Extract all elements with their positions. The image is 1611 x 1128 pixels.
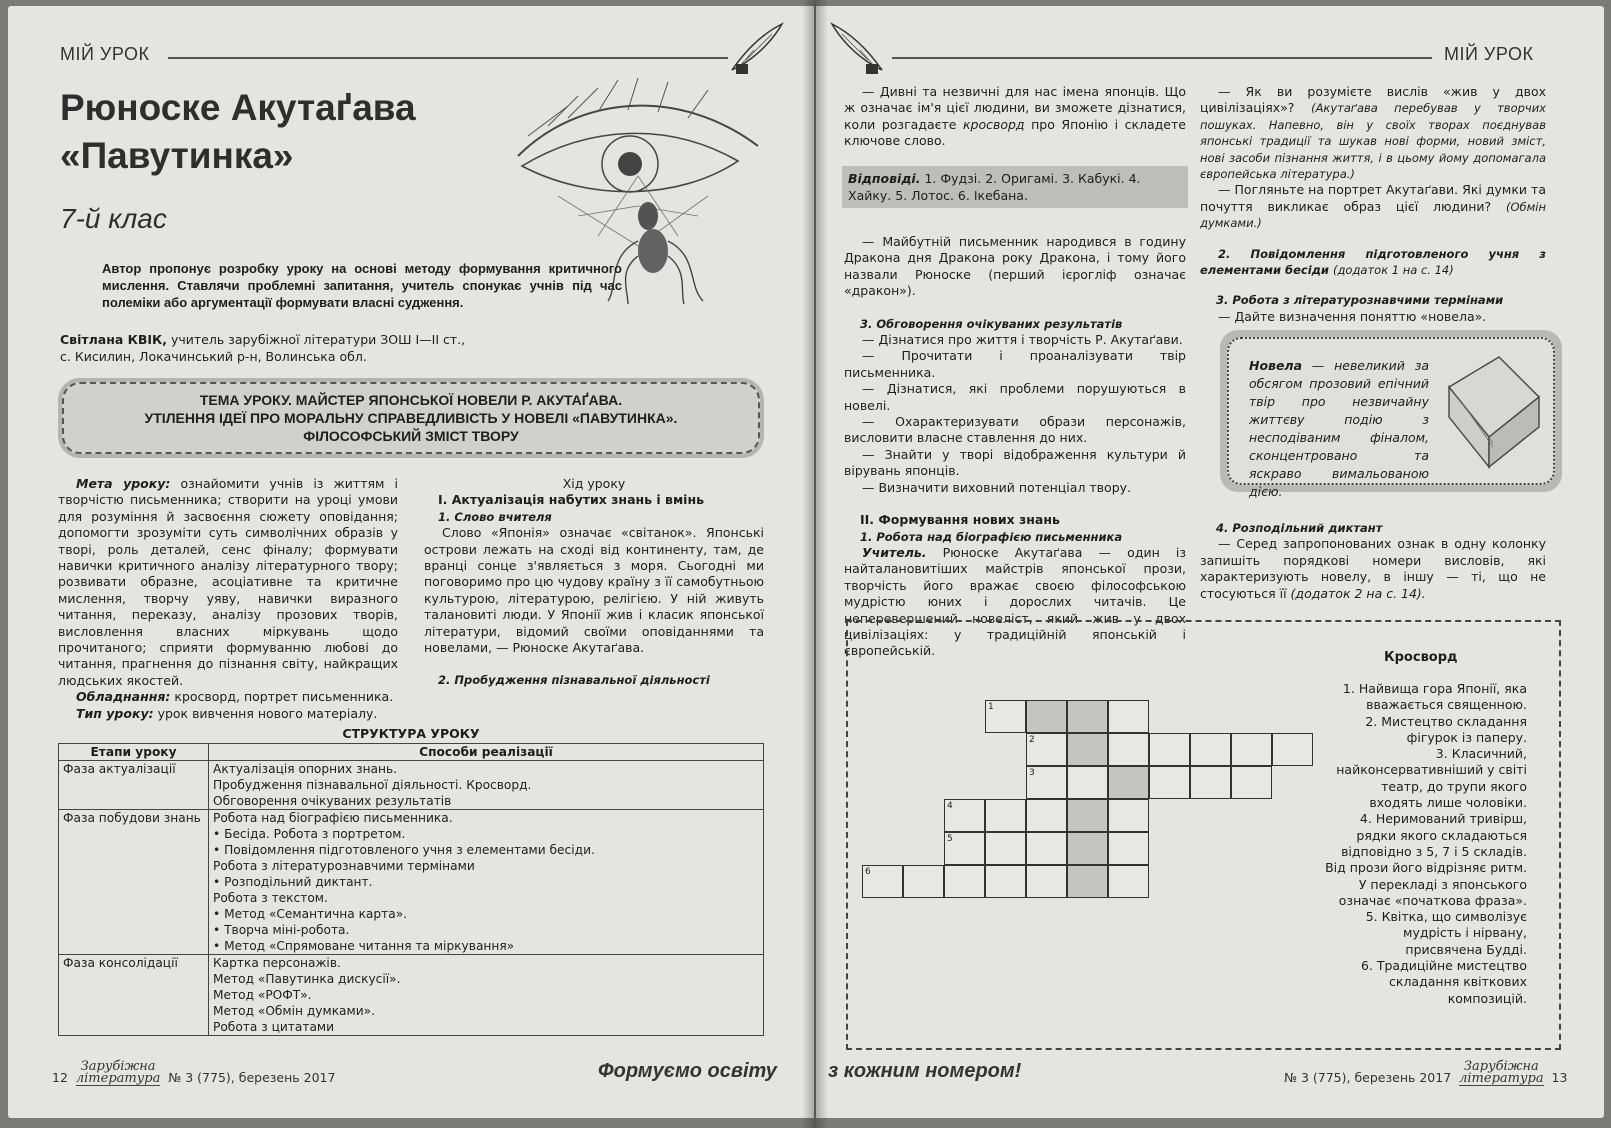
method-line: Робота з літературознавчими термінами (213, 859, 475, 873)
method-bullet: • Творча міні-робота. (213, 922, 759, 938)
crossword-cell[interactable] (1149, 766, 1190, 799)
crossword-number: 4 (947, 801, 953, 811)
method-line: Пробудження пізнавальної діяльності. Кросворд. (213, 778, 532, 792)
crossword-clues (1324, 681, 1527, 1007)
method-line: Метод «РОФТ». (213, 988, 312, 1002)
expected-results-heading: 3. Обговорення очікуваних результатів (860, 316, 1123, 331)
logo-line-1: Зарубіжна (1463, 1059, 1539, 1074)
equipment-label: Обладнання: (76, 689, 171, 705)
answers-text: 1. Фудзі. 2. Оригамі. 3. Кабукі. 4. Хайку. 5. Лотос. 6. Ікебана. (848, 171, 1141, 203)
crossword-cell[interactable] (903, 865, 944, 898)
list-item: — Визначити виховний потенціал твору. (862, 479, 1132, 495)
crossword-intro-em: кросворд (962, 116, 1025, 132)
page-number: 12 (52, 1070, 68, 1085)
activation-heading: 2. Пробудження пізнавальної діяльності (438, 673, 710, 688)
logo-line-1: Зарубіжна (80, 1059, 156, 1074)
question-2-answer: (Обмін думками.) (1200, 199, 1546, 231)
magazine-logo (1459, 1061, 1543, 1086)
clue-2: 2. Мистецтво складання фігурок із паперу. (1365, 713, 1527, 745)
crossword-cell[interactable] (1108, 865, 1149, 898)
slogan-left: Формуємо освіту (598, 1060, 777, 1082)
crossword-cell[interactable] (1026, 733, 1067, 766)
list-item: — Охарактеризувати образи персонажів, висловити власне ставлення до них. (844, 414, 1186, 446)
title-line-2: «Павутинка» (60, 135, 294, 176)
table-row (59, 955, 764, 1036)
right-column-2b (1200, 520, 1546, 602)
topic-line-2: УТІЛЕННЯ ІДЕЇ ПРО МОРАЛЬНУ СПРАВЕДЛИВІСТЬ У НОВЕЛІ «ПАВУТИНКА». (144, 410, 678, 426)
crossword-number: 6 (865, 867, 871, 877)
structure-title: СТРУКТУРА УРОКУ (342, 726, 480, 741)
issue-number: № 3 (775), березень 2017 (1284, 1070, 1452, 1085)
crossword-cell[interactable] (1272, 733, 1313, 766)
crossword-cell[interactable] (944, 865, 985, 898)
table-row (59, 761, 764, 810)
header-rule (168, 57, 728, 59)
list-item: — Дізнатися, які проблеми порушуються в новелі. (844, 381, 1186, 413)
method-bullet: • Бесіда. Робота з портретом. (213, 826, 759, 842)
method-line: Обговорення очікуваних результатів (213, 794, 452, 808)
section-1-heading: І. Актуалізація набутих знань і вмінь (438, 492, 704, 508)
method-bullet: • Повідомлення підготовленого учня з елементами бесіди. (213, 842, 759, 858)
column-header: Способи реалізації (209, 744, 764, 761)
author-name: Світлана КВІК, (60, 332, 167, 347)
methods-cell (209, 810, 764, 955)
lesson-progress-heading: Хід уроку (562, 476, 626, 491)
crossword-cell[interactable] (1108, 799, 1149, 832)
question-1: — Як ви розумієте вислів «жив у двох цивілізаціях»? (1200, 84, 1546, 116)
dictation-text: — Серед запропонованих ознак в одну колонку запишіть порядкові номери висловів, які характеризують новелу, в іншу — ті, що не стосуються її (1200, 536, 1546, 601)
page-number: 13 (1551, 1070, 1568, 1085)
magazine-logo (76, 1061, 160, 1086)
left-footer (52, 1061, 335, 1086)
crossword-cell[interactable] (1231, 766, 1272, 799)
section-header: МІЙ УРОК (60, 44, 150, 64)
answers-box (842, 166, 1188, 208)
method-line: Картка персонажів. (213, 956, 341, 970)
crossword-cell[interactable] (1149, 733, 1190, 766)
right-column-2 (1200, 84, 1546, 325)
list-item: — Знайти у творі відображення культури й вірувань японців. (844, 446, 1186, 479)
right-column-1b (844, 234, 1186, 660)
crossword-intro-end: про Японію і складете ключове слово. (844, 116, 1186, 149)
crossword-intro: — Дивні та незвичні для нас імена японців. Що ж означає ім'я цієї людини, ви зможете дізнатися, коли розгадаєте (844, 84, 1186, 132)
issue-number: № 3 (775), березень 2017 (168, 1070, 336, 1085)
section-2-heading: ІІ. Формування нових знань (860, 512, 1060, 528)
article-title (60, 84, 416, 180)
crossword-cell[interactable] (1026, 799, 1067, 832)
appendix-1-ref: (додаток 1 на с. 14) (1332, 263, 1454, 278)
crossword-cell[interactable] (1026, 766, 1067, 799)
crossword-cell[interactable] (1026, 832, 1067, 865)
table-header-row (59, 744, 764, 761)
crossword-cell[interactable] (1067, 865, 1108, 898)
crossword-cell[interactable] (1190, 733, 1231, 766)
terms-question: — Дайте визначення поняттю «новела». (1218, 308, 1487, 324)
equipment-text: кросворд, портрет письменника. (170, 689, 394, 705)
methods-cell (209, 761, 764, 810)
question-2: — Погляньте на портрет Акутаґави. Які думки та почуття викликає образ цієї людини? (1200, 182, 1546, 214)
crossword-cell[interactable] (1108, 700, 1149, 733)
goal-label: Мета уроку: (76, 476, 171, 491)
crossword-cell[interactable] (1067, 799, 1108, 832)
stage-cell: Фаза побудови знань (59, 810, 209, 955)
definition-body: — невеликий за обсягом прозовий епічний твір про незвичайну життєву подію з несподіваним фіналом, сконцентровано та яскраво вимальованою дією. (1249, 358, 1429, 499)
dragon-paragraph: — Майбутній письменник народився в годину Дракона дня Дракона року Дракона, і тому його назвали Рюноске (перший ієрогліф означає «дракон»). (844, 234, 1186, 299)
clue-6: 6. Традиційне мистецтво складання квіткових композицій. (1360, 958, 1527, 1006)
lesson-type-text: урок вивчення нового матеріалу. (153, 705, 378, 721)
crossword-number: 2 (1029, 735, 1035, 745)
right-footer (1284, 1061, 1567, 1086)
crossword-cell[interactable] (1026, 865, 1067, 898)
right-page (816, 6, 1604, 1118)
grade-label: 7-й клас (60, 203, 167, 234)
stage-cell: Фаза актуалізації (59, 761, 209, 810)
crossword-cell[interactable] (985, 865, 1026, 898)
crossword-cell[interactable] (1108, 832, 1149, 865)
answers-label: Відповіді. (848, 171, 921, 186)
method-bullet: • Розподільний диктант. (213, 874, 759, 890)
column-header: Етапи уроку (59, 744, 209, 761)
crossword-cell[interactable] (1190, 766, 1231, 799)
method-line: Робота з цитатами (213, 1020, 335, 1034)
dictation-heading: 4. Розподільний диктант (1216, 521, 1383, 535)
author-info (60, 331, 560, 365)
definition-term: Новела (1249, 358, 1303, 373)
crossword-cell[interactable] (1067, 766, 1108, 799)
method-line: Робота з текстом. (213, 891, 328, 905)
crossword-cell[interactable] (985, 799, 1026, 832)
clue-1: 1. Найвища гора Японії, яка вважається священною. (1342, 681, 1527, 713)
list-item: — Прочитати і проаналізувати твір письменника. (844, 348, 1186, 380)
question-1-answer: (Акутаґава перебував у творчих пошуках. Напевно, він у своїх творах поєднував японські традиції та шукав нові форми, новий зміст, нові засоби пізнання життя, і в цьому йому допомагала європейська література.) (1200, 101, 1546, 182)
logo-line-2: література (1459, 1071, 1544, 1086)
method-bullet: • Метод «Семантична карта». (213, 906, 759, 922)
stage-cell: Фаза консолідації (59, 955, 209, 1036)
left-page (8, 6, 814, 1118)
methods-cell (209, 955, 764, 1036)
crossword-cell[interactable] (1067, 733, 1108, 766)
lesson-topic-box (58, 378, 764, 458)
crossword-cell[interactable] (1108, 733, 1149, 766)
quill-icon (828, 20, 888, 76)
list-item: — Дізнатися про життя і творчість Р. Акутаґави. (862, 332, 1183, 348)
title-line-1: Рюноске Акутаґава (60, 87, 416, 128)
clue-3: 3. Класичний, найконсервативніший у світі театр, до трупи якого входять лише чоловіки. (1336, 746, 1527, 811)
intro-paragraph: Слово «Японія» означає «світанок». Японські острови лежать на сході від континенту, там, де вранці сонце з'являється з моря. Сьогодні ми поговоримо про цю чудову країну з її самобутньою культурою, літературою, релігією. У ній живуть талановиті люди. У Японії жив і класик японської літератури, відомий своїми оповіданнями та новелами, — Рюноске Акутаґава. (424, 525, 764, 656)
table-row (59, 810, 764, 955)
method-line: Робота над біографією письменника. (213, 811, 453, 825)
crossword-cell[interactable] (985, 700, 1026, 733)
topic-line-1: ТЕМА УРОКУ. МАЙСТЕР ЯПОНСЬКОЇ НОВЕЛИ Р. АКУТАҐАВА. (199, 392, 623, 408)
lesson-progress-column (424, 476, 764, 689)
method-line: Метод «Обмін думками». (213, 1004, 375, 1018)
definition-box (1220, 330, 1562, 499)
header-rule (892, 57, 1432, 59)
crossword-number: 5 (947, 834, 953, 844)
author-location: с. Кисилин, Локачинський р-н, Волинська обл. (60, 349, 367, 364)
slogan-right: з кожним номером! (828, 1060, 1022, 1082)
biography-heading: 1. Робота над біографією письменника (860, 529, 1123, 544)
crossword-cell[interactable] (862, 865, 903, 898)
crossword-cell[interactable] (1026, 700, 1067, 733)
logo-line-2: література (75, 1071, 161, 1086)
right-column-1 (844, 84, 1186, 150)
book-icon (1429, 347, 1549, 477)
crossword-cell[interactable] (1067, 700, 1108, 733)
topic-line-3: ФІЛОСОФСЬКИЙ ЗМІСТ ТВОРУ (303, 428, 519, 444)
definition-text (1249, 357, 1429, 501)
teacher-word-heading: 1. Слово вчителя (438, 509, 552, 524)
crossword-cell[interactable] (1108, 766, 1149, 799)
method-bullet: • Метод «Спрямоване читання та міркування» (213, 938, 759, 954)
crossword-cell[interactable] (985, 832, 1026, 865)
teacher-label: Учитель. (862, 544, 927, 560)
crossword-title: Кросворд (1384, 650, 1458, 665)
author-position: учитель зарубіжної літератури ЗОШ І—ІІ ст., (167, 332, 466, 347)
student-report-heading: 2. Повідомлення підготовленого учня з елементами бесіди (1200, 246, 1546, 278)
crossword-cell[interactable] (944, 799, 985, 832)
appendix-2-ref: (додаток 2 на с. 14). (1290, 585, 1426, 601)
lesson-goals-column (58, 476, 398, 722)
method-line: Актуалізація опорних знань. (213, 762, 398, 776)
teacher-text: Рюноске Акутаґава — один із найталановитіших майстрів японської прози, творчість його вражає своєю філософською мудрістю юних і дорослих читачів. Це неперевершений новеліст, який жив у двох цивілізаціях: у традиційній японській і європейській. (844, 544, 1186, 659)
crossword-cell[interactable] (1067, 832, 1108, 865)
method-line: Метод «Павутинка дискусії». (213, 972, 401, 986)
crossword-cell[interactable] (1231, 733, 1272, 766)
terms-heading: 3. Робота з літературознавчими термінами (1216, 293, 1504, 308)
goal-text: ознайомити учнів із життям і творчістю письменника; створити на уроці умови для розуміння й засвоєння сюжету оповідання; допомогти зрозуміти суть символічних образів у творі, роль деталей, сенс фіналу; формувати навички критичного аналізу літературного твору; розвивати образне, асоціативне та критичне мислення, творчу уяву, навички виразного читання, переказу, аналізу прозових творів, висловлення власних міркувань щодо прочитаного; сприяти формуванню любові до читання, прагнення до пізнання світу, найкращих людських якостей. (58, 476, 398, 688)
crossword-number: 1 (988, 702, 994, 712)
lesson-type-label: Тип уроку: (76, 705, 154, 721)
crossword-number: 3 (1029, 768, 1035, 778)
section-header: МІЙ УРОК (1444, 44, 1534, 64)
clue-4: 4. Неримований тривірш, рядки якого складаються відповідно з 5, 7 і 5 складів. Від прози його відрізняє ритм. У перекладі з японського означає «початкова фраза». (1325, 811, 1527, 908)
crossword-cell[interactable] (944, 832, 985, 865)
clue-5: 5. Квітка, що символізує мудрість і нірвану, присвячена Будді. (1365, 909, 1527, 957)
lesson-structure-table (58, 743, 764, 1036)
lead-paragraph: Автор пропонує розробку уроку на основі методу формування критичного мислення. Ставлячи проблемні запитання, учитель спонукає учнів під час полеміки або аргументації формувати власні судження. (102, 261, 622, 310)
